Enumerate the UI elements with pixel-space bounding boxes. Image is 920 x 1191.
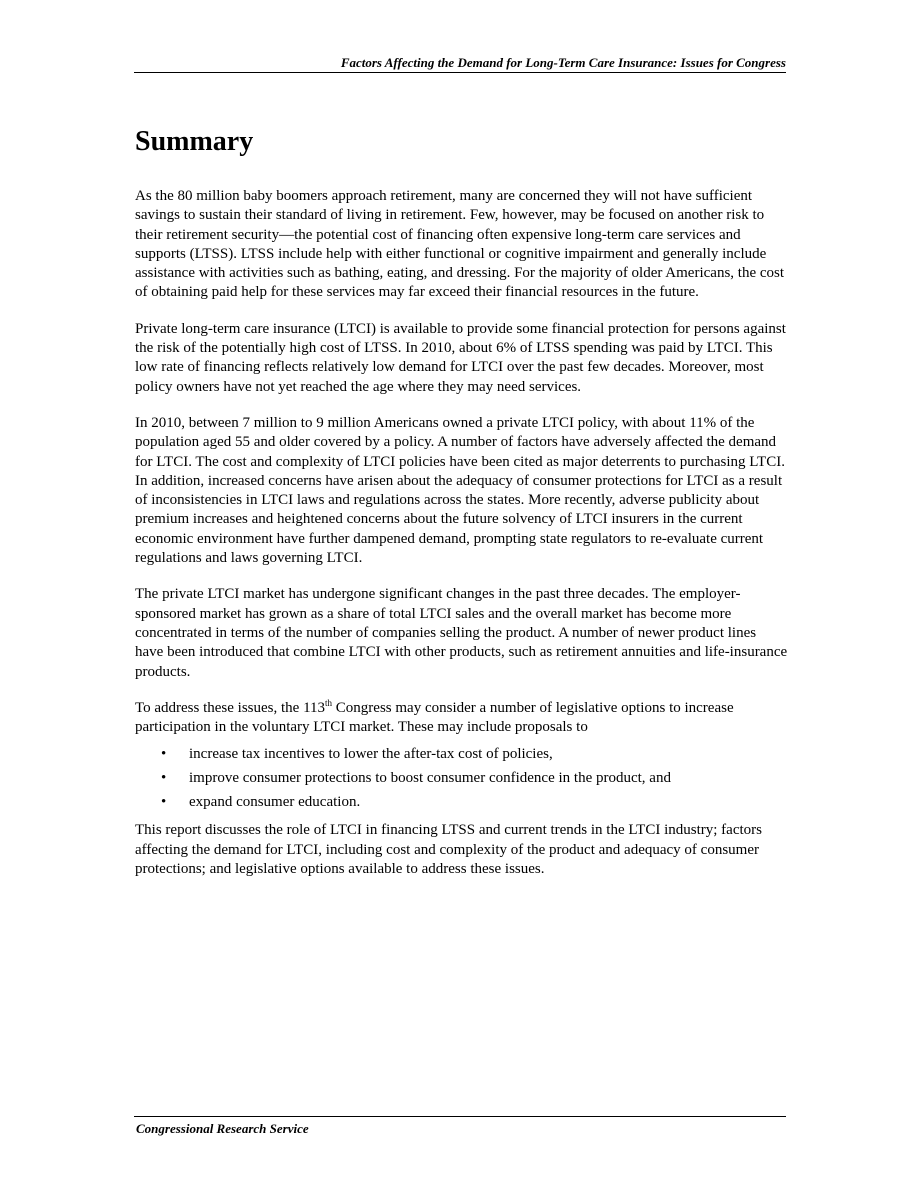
list-item bbox=[135, 793, 788, 812]
bullet-icon: • bbox=[161, 770, 167, 787]
header-rule bbox=[134, 72, 786, 73]
list-item bbox=[135, 745, 788, 764]
proposals-list bbox=[135, 745, 788, 812]
list-item-text: increase tax incentives to lower the after-tax cost of policies, bbox=[189, 746, 553, 763]
footer-rule bbox=[134, 1116, 786, 1117]
paragraph-legislative-options bbox=[135, 699, 788, 738]
summary-heading: Summary bbox=[135, 126, 254, 157]
bullet-icon: • bbox=[161, 746, 167, 763]
paragraph-market-changes: The private LTCI market has undergone significant changes in the past three decades. The employer-sponsored market has grown as a share of total LTCI sales and the overall market has become more concentrated in terms of the number of companies selling the product. A number of newer product lines have been introduced that combine LTCI with other products, such as retirement annuities and life-insurance products. bbox=[135, 586, 788, 680]
bullet-icon: • bbox=[161, 794, 167, 811]
list-item bbox=[135, 769, 788, 788]
summary-section bbox=[135, 124, 788, 896]
running-header: Factors Affecting the Demand for Long-Term Care Insurance: Issues for Congress bbox=[340, 55, 786, 70]
paragraph-report-scope: This report discusses the role of LTCI in financing LTSS and current trends in the LTCI industry; factors affecting the demand for LTCI, including cost and complexity of the product and adequacy of consumer protections; and legislative options available to address these issues. bbox=[135, 822, 762, 877]
ordinal-suffix: th bbox=[325, 697, 333, 708]
paragraph-demand-factors: In 2010, between 7 million to 9 million Americans owned a private LTCI policy, with about 11% of the population aged 55 and older covered by a policy. A number of factors have adversely affected the demand for LTCI. The cost and complexity of LTCI policies have been cited as major deterrents to purchasing LTCI. In addition, increased concerns have arisen about the adequacy of consumer protections for LTCI as a result of inconsistencies in LTCI laws and regulations across the states. More recently, adverse publicity about premium increases and heightened concerns about the future solvency of LTCI insurers in the current economic environment have further dampened demand, prompting state regulators to re-evaluate current regulations and laws governing LTCI. bbox=[135, 414, 785, 567]
options-intro-continued: Congress may consider a number of legislative options to increase participation in the voluntary LTCI market. These may include proposals to bbox=[135, 699, 734, 736]
options-intro-text: To address these issues, the 113 bbox=[135, 699, 326, 716]
list-item-text: improve consumer protections to boost consumer confidence in the product, and bbox=[189, 770, 671, 787]
paragraph-ltci-financing: Private long-term care insurance (LTCI) is available to provide some financial protection for persons against the risk of the potentially high cost of LTSS. In 2010, about 6% of LTSS spending was paid by LTCI. This low rate of financing reflects relatively low demand for LTCI over the past few decades. Moreover, most policy owners have not yet reached the age where they may need services. bbox=[135, 320, 786, 395]
paragraph-baby-boomers: As the 80 million baby boomers approach retirement, many are concerned they will not have sufficient savings to sustain their standard of living in retirement. Few, however, may be focused on another risk to their retirement security—the potential cost of financing often expensive long-term care services and supports (LTSS). LTSS include help with either functional or cognitive impairment and generally include assistance with activities such as bathing, eating, and dressing. For the majority of older Americans, the cost of obtaining paid help for these services may far exceed their financial resources in the future. bbox=[135, 188, 785, 301]
footer-source: Congressional Research Service bbox=[136, 1121, 309, 1136]
list-item-text: expand consumer education. bbox=[189, 794, 361, 811]
